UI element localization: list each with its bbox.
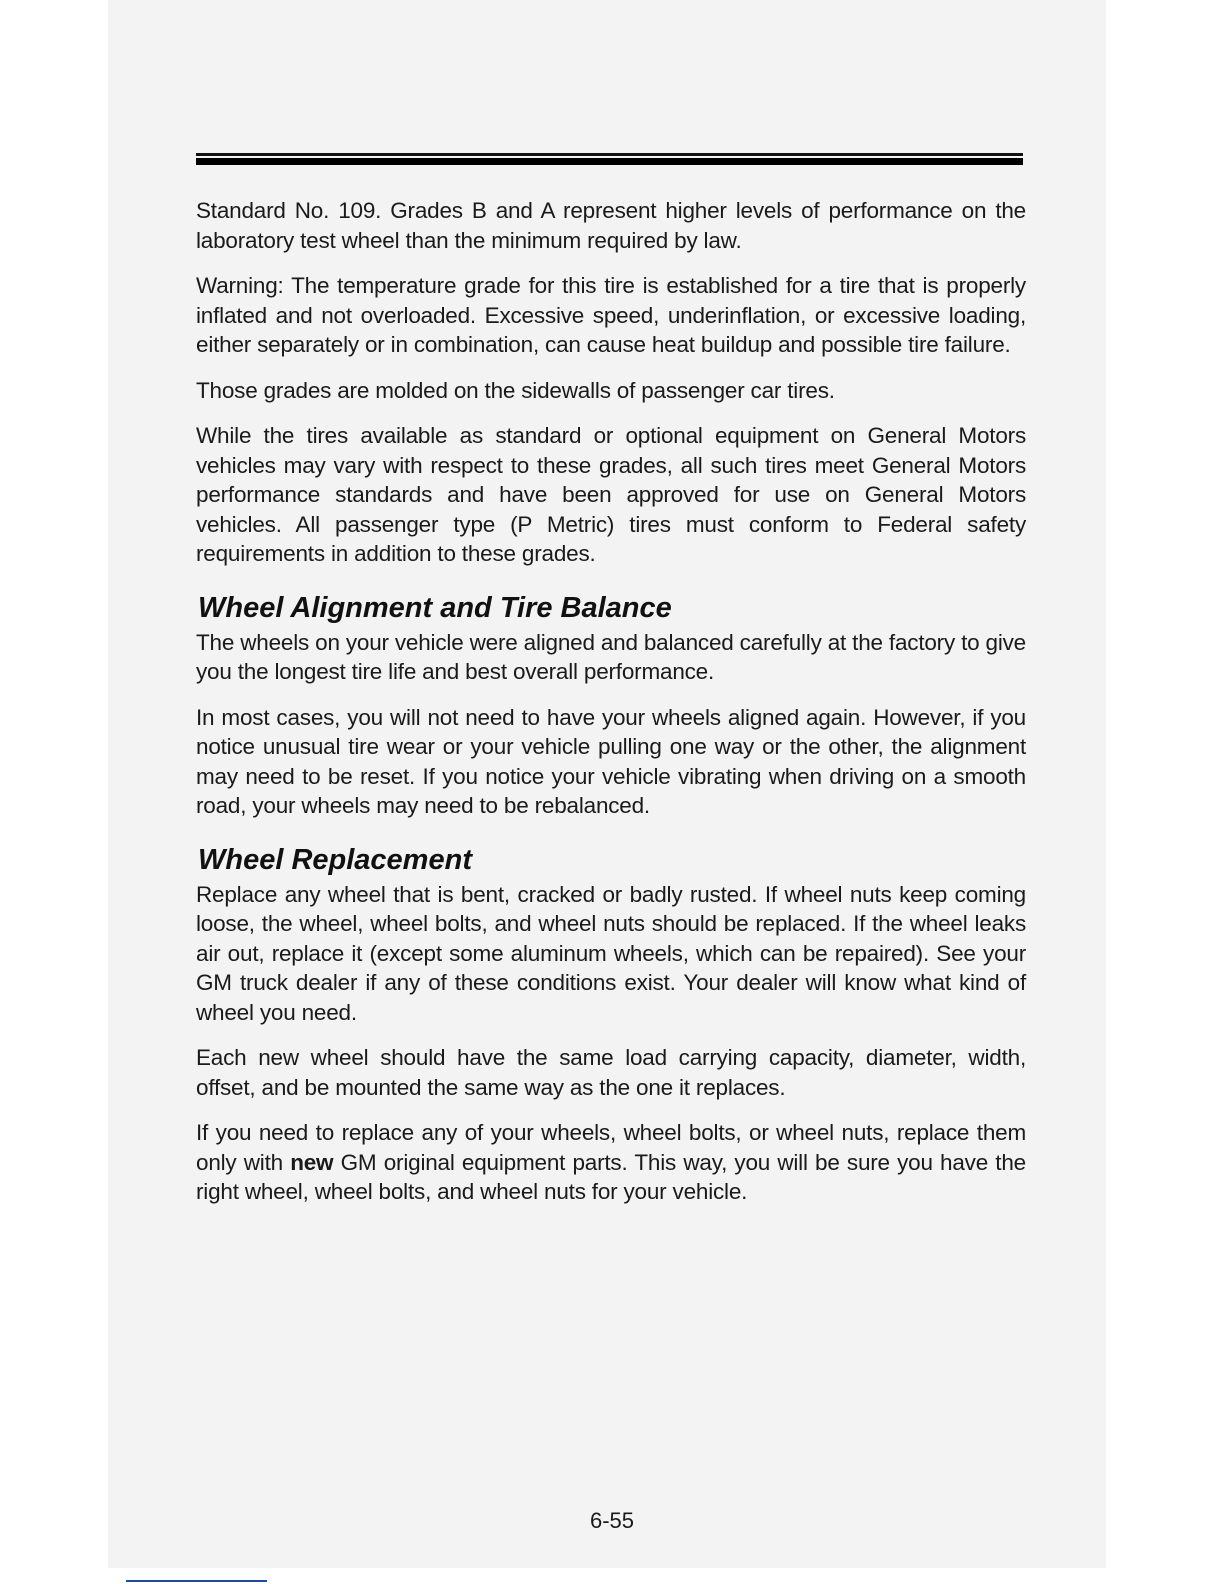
header-rule — [196, 153, 1023, 165]
replacement-paragraph: Each new wheel should have the same load carrying capacity, diameter, width, offset, and be mounted the same way as the one it replaces. — [196, 1045, 1026, 1100]
intro-paragraph: While the tires available as standard or optional equipment on General Motors vehicles may vary with respect to these grades, all such tires meet General Motors performance standards and have been approved for use on General Motors vehicles. All passenger type (P Metric) tires must conform to Federal safety requirements in addition to these grades. — [196, 423, 1026, 566]
section-heading-alignment: Wheel Alignment and Tire Balance — [198, 591, 672, 624]
header-rule-thick — [196, 158, 1023, 165]
replacement-paragraph-last — [196, 1118, 1026, 1207]
alignment-paragraph: In most cases, you will not need to have your wheels aligned again. However, if you notice unusual tire wear or your vehicle pulling one way or the other, the alignment may need to be reset. If you notice your vehicle vibrating when driving on a smooth road, your wheels may need to be rebalanced. — [196, 704, 1026, 818]
bold-text-new: new — [290, 1149, 334, 1175]
footer-line — [126, 1580, 267, 1582]
intro-paragraph: Those grades are molded on the sidewalls of passenger car tires. — [196, 377, 835, 403]
replacement-paragraph: Replace any wheel that is bent, cracked or badly rusted. If wheel nuts keep coming loose, the wheel, wheel bolts, and wheel nuts should be replaced. If the wheel leaks air out, replace it (except some aluminum wheels, which can be repaired). See your GM truck dealer if any of these conditions exist. Your dealer will know what kind of wheel you need. — [196, 881, 1026, 1025]
header-rule-thin — [196, 153, 1023, 156]
warning-paragraph: Warning: The temperature grade for this tire is established for a tire that is properly inflated and not overloaded. Excessive speed, underinflation, or excessive loading, either separately or in combination, can cause heat buildup and possible tire failure. — [196, 273, 1026, 357]
section-heading-replacement: Wheel Replacement — [198, 843, 472, 876]
text-run: If you need to replace any of your wheels, wheel bolts, or wheel nuts, replace them only with — [196, 1120, 1026, 1175]
alignment-paragraph: The wheels on your vehicle were aligned and balanced carefully at the factory to give you the longest tire life and best overall performance. — [196, 629, 1026, 684]
text-run: GM original equipment parts. This way, you will be sure you have the right wheel, wheel bolts, and wheel nuts for your vehicle. — [196, 1149, 1026, 1204]
page-number: 6-55 — [589, 1508, 635, 1533]
page-content — [196, 196, 1026, 1223]
intro-paragraph: Standard No. 109. Grades B and A represent higher levels of performance on the laboratory test wheel than the minimum required by law. — [196, 198, 1026, 253]
